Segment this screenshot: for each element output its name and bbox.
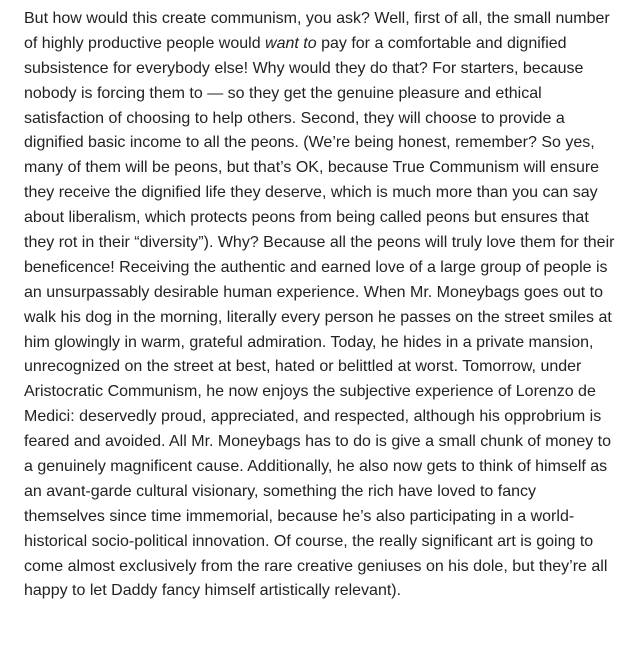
article-paragraph <box>24 7 633 604</box>
text-line: unrecognized on the street at best, hated or belittled at worst. Tomorrow, under <box>24 358 582 376</box>
emphasized-text: want to <box>265 34 317 52</box>
text-segment: pay for a comfortable and dignified <box>316 34 567 52</box>
text-line: a genuinely magnificent cause. Additionally, he also now gets to think of himself as <box>24 458 608 476</box>
text-line: But how would this create communism, you ask? Well, first of all, the small number <box>24 10 610 27</box>
text-line: feared and avoided. All Mr. Moneybags has to do is give a small chunk of money to <box>24 433 611 451</box>
text-line: many of them will be peons, but that’s OK, because True Communism will ensure <box>24 159 600 177</box>
text-line: dignified basic income to all the peons. (We’re being honest, remember? So yes, <box>24 134 595 152</box>
text-line <box>24 32 633 57</box>
text-line: come almost exclusively from the rare creative geniuses on his dole, but they’re all <box>24 557 608 575</box>
text-line: subsistence for everybody else! Why would they do that? For starters, because <box>24 59 584 77</box>
text-line: themselves since time immemorial, because he’s also participating in a world- <box>24 507 575 525</box>
text-line: about liberalism, which protects peons from being called peons but ensures that <box>24 209 589 227</box>
text-line: an unsurpassably desirable human experience. When Mr. Moneybags goes out to <box>24 283 604 301</box>
text-line: Aristocratic Communism, he now enjoys the subjective experience of Lorenzo de <box>24 383 596 401</box>
text-line: they receive the dignified life they deserve, which is much more than you can say <box>24 184 598 202</box>
text-line: walk his dog in the morning, literally every person he passes on the street smiles at <box>24 308 612 326</box>
text-line: they rot in their “diversity”). Why? Because all the peons will truly love them for their <box>24 234 615 252</box>
text-line: satisfaction of choosing to help others. Second, they will choose to provide a <box>24 109 565 127</box>
text-line: happy to let Daddy fancy himself artistically relevant). <box>24 582 402 600</box>
text-segment: of highly productive people would <box>24 34 266 52</box>
text-line: nobody is forcing them to — so they get the genuine pleasure and ethical <box>24 84 542 102</box>
text-line: an avant-garde cultural visionary, something the rich have loved to fancy <box>24 482 536 500</box>
text-line: historical socio-political innovation. Of course, the really significant art is going to <box>24 532 594 550</box>
text-line: Medici: deservedly proud, appreciated, and respected, although his opprobrium is <box>24 408 602 426</box>
text-line: him glowingly in warm, grateful admiration. Today, he hides in a private mansion, <box>24 333 594 351</box>
text-line: beneficence! Receiving the authentic and earned love of a large group of people is <box>24 258 608 276</box>
